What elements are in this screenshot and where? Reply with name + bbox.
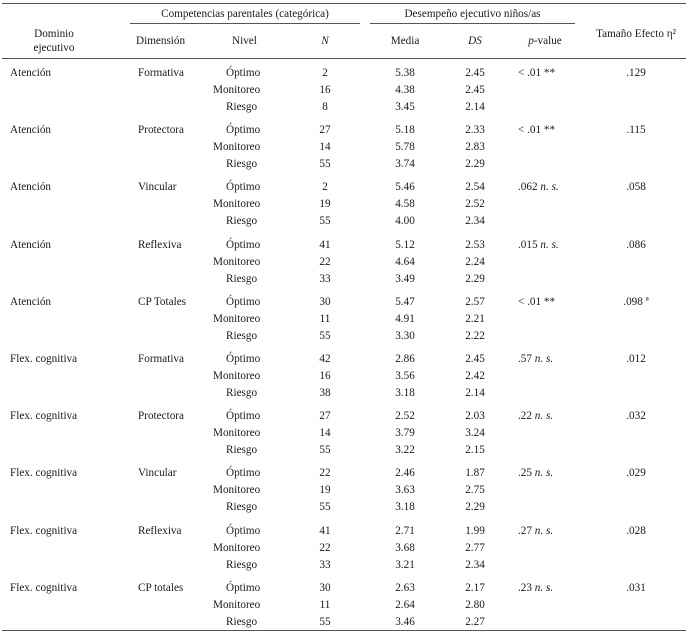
cell-n: 38 <box>319 387 331 399</box>
cell-efecto: .012 <box>626 353 646 365</box>
cell-dimension: Reflexiva <box>138 238 182 251</box>
cell-dimension: Protectora <box>138 124 184 137</box>
cell-dimension: CP totales <box>138 581 184 594</box>
cell-dominio: Flex. cognitiva <box>10 410 78 423</box>
cell-n: 22 <box>319 255 331 268</box>
cell-media: 5.46 <box>395 181 415 194</box>
header-media: Media <box>390 35 420 47</box>
cell-nivel: Riesgo <box>226 101 258 113</box>
table-row <box>0 598 689 615</box>
cell-dimension: Reflexiva <box>138 524 182 537</box>
cell-n: 55 <box>319 444 331 457</box>
cell-nivel: Óptimo <box>226 181 261 194</box>
cell-ds: 2.29 <box>465 272 485 285</box>
cell-ds: 2.52 <box>465 198 485 211</box>
cell-efecto: .098 ª <box>623 295 649 308</box>
table-row <box>0 140 689 157</box>
cell-nivel: Riesgo <box>226 501 258 514</box>
cell-n: 16 <box>319 84 331 96</box>
table-row <box>0 157 689 174</box>
cell-media: 3.21 <box>395 558 415 571</box>
header-group-competencias: Competencias parentales (categórica) <box>161 8 329 20</box>
cell-dominio: Flex. cognitiva <box>10 524 78 537</box>
table-row <box>0 541 689 558</box>
cell-nivel: Monitoreo <box>213 312 261 325</box>
cell-media: 4.38 <box>395 84 415 96</box>
table-row <box>0 312 689 329</box>
cell-nivel: Riesgo <box>226 558 258 571</box>
cell-media: 3.46 <box>395 615 415 628</box>
cell-nivel: Óptimo <box>226 524 261 537</box>
table-row <box>0 66 689 83</box>
group-underline-right <box>370 23 575 24</box>
cell-ds: 2.24 <box>465 255 485 268</box>
cell-nivel: Monitoreo <box>213 427 261 440</box>
cell-n: 30 <box>319 295 331 308</box>
cell-nivel: Óptimo <box>226 238 261 251</box>
cell-nivel: Monitoreo <box>213 198 261 211</box>
cell-media: 3.74 <box>395 158 415 171</box>
cell-pvalue: < .01 ** <box>518 295 556 308</box>
header-n: N <box>321 35 329 47</box>
cell-ds: 2.57 <box>465 295 485 308</box>
cell-dimension: Vincular <box>138 181 177 194</box>
cell-nivel: Riesgo <box>226 615 258 628</box>
cell-dominio: Atención <box>10 67 52 79</box>
cell-ds: 2.54 <box>465 181 485 194</box>
cell-n: 41 <box>319 238 331 251</box>
cell-media: 4.58 <box>395 198 415 211</box>
cell-pvalue: .062 n. s. <box>518 181 559 194</box>
cell-efecto: .031 <box>626 581 646 594</box>
cell-media: 3.63 <box>395 484 415 497</box>
cell-n: 55 <box>319 501 331 514</box>
cell-pvalue: .22 n. s. <box>518 410 554 423</box>
cell-n: 14 <box>319 141 331 154</box>
cell-dimension: Protectora <box>138 410 184 423</box>
cell-n: 55 <box>319 158 331 171</box>
table-row <box>0 466 689 483</box>
cell-media: 2.64 <box>395 598 415 611</box>
cell-n: 41 <box>319 524 331 537</box>
cell-media: 3.18 <box>395 387 415 399</box>
cell-n: 11 <box>319 312 331 325</box>
cell-nivel: Óptimo <box>226 581 261 594</box>
cell-n: 33 <box>319 558 331 571</box>
cell-dominio: Atención <box>10 124 52 137</box>
cell-ds: 2.34 <box>465 558 485 571</box>
cell-media: 5.12 <box>395 238 415 251</box>
cell-media: 4.64 <box>395 255 415 268</box>
cell-nivel: Riesgo <box>226 272 258 285</box>
cell-dominio: Atención <box>10 181 52 194</box>
cell-efecto: .058 <box>626 181 646 194</box>
table-row <box>0 386 689 403</box>
table-row <box>0 100 689 117</box>
cell-efecto: .115 <box>626 124 646 137</box>
cell-efecto: .029 <box>626 467 646 480</box>
cell-n: 42 <box>319 353 331 365</box>
cell-efecto: .086 <box>626 238 646 251</box>
cell-pvalue: .27 n. s. <box>518 524 554 537</box>
header-ds: DS <box>468 35 482 47</box>
table-row <box>0 214 689 231</box>
cell-media: 3.68 <box>395 541 415 554</box>
cell-dominio: Atención <box>10 295 52 308</box>
cell-nivel: Monitoreo <box>213 484 261 497</box>
header-dimension: Dimensión <box>136 35 186 47</box>
cell-nivel: Óptimo <box>226 467 261 480</box>
cell-dominio: Flex. cognitiva <box>10 581 78 594</box>
cell-ds: 2.17 <box>465 581 485 594</box>
cell-media: 3.18 <box>395 501 415 514</box>
table-row <box>0 558 689 575</box>
header-nivel: Nivel <box>232 35 257 47</box>
table-row <box>0 329 689 346</box>
table-row <box>0 483 689 500</box>
cell-ds: 2.34 <box>465 215 485 228</box>
cell-nivel: Óptimo <box>226 353 261 365</box>
cell-ds: 2.29 <box>465 158 485 171</box>
table-row <box>0 197 689 214</box>
table-row <box>0 180 689 197</box>
cell-ds: 3.24 <box>465 427 485 440</box>
header-tamano-efecto: Tamaño Efecto η² <box>596 28 676 40</box>
cell-media: 5.18 <box>395 124 415 137</box>
cell-ds: 2.45 <box>465 67 485 79</box>
cell-efecto: .129 <box>626 67 646 79</box>
cell-ds: 2.27 <box>465 615 485 628</box>
cell-media: 3.79 <box>395 427 415 440</box>
cell-ds: 1.87 <box>465 467 485 480</box>
cell-media: 2.52 <box>395 410 415 423</box>
cell-pvalue: .57 n. s. <box>518 353 554 365</box>
cell-nivel: Monitoreo <box>213 541 261 554</box>
cell-nivel: Óptimo <box>226 124 261 137</box>
cell-nivel: Óptimo <box>226 67 261 79</box>
table-row <box>0 524 689 541</box>
cell-media: 3.56 <box>395 370 415 382</box>
cell-nivel: Monitoreo <box>213 370 261 382</box>
cell-ds: 2.22 <box>465 329 485 342</box>
cell-n: 33 <box>319 272 331 285</box>
cell-efecto: .032 <box>626 410 646 423</box>
cell-pvalue: < .01 ** <box>518 124 556 137</box>
cell-media: 2.46 <box>395 467 415 480</box>
table-row <box>0 443 689 460</box>
table-row <box>0 295 689 312</box>
header-bottom-rule <box>2 58 686 59</box>
cell-ds: 2.45 <box>465 84 485 96</box>
cell-ds: 2.29 <box>465 501 485 514</box>
cell-n: 19 <box>319 198 331 211</box>
cell-n: 2 <box>322 181 328 194</box>
cell-efecto: .028 <box>626 524 646 537</box>
cell-ds: 2.15 <box>465 444 485 457</box>
cell-media: 2.71 <box>395 524 415 537</box>
cell-n: 27 <box>319 410 331 423</box>
header-pvalue: p-value <box>528 35 562 47</box>
table-row <box>0 500 689 517</box>
cell-nivel: Óptimo <box>226 410 261 423</box>
cell-ds: 2.83 <box>465 141 485 154</box>
cell-nivel: Riesgo <box>226 444 258 457</box>
cell-ds: 2.21 <box>465 312 485 325</box>
cell-n: 8 <box>322 101 328 113</box>
bottom-rule <box>2 630 686 631</box>
cell-dominio: Flex. cognitiva <box>10 467 78 480</box>
table-row <box>0 369 689 386</box>
table-row <box>0 238 689 255</box>
cell-nivel: Riesgo <box>226 329 258 342</box>
cell-n: 27 <box>319 124 331 137</box>
cell-media: 2.63 <box>395 581 415 594</box>
cell-media: 5.78 <box>395 141 415 154</box>
cell-n: 2 <box>322 67 328 79</box>
cell-nivel: Riesgo <box>226 215 258 228</box>
cell-ds: 2.14 <box>465 101 485 113</box>
table-row <box>0 272 689 289</box>
cell-media: 3.45 <box>395 101 415 113</box>
cell-n: 30 <box>319 581 331 594</box>
group-underline-left <box>130 23 360 24</box>
table-row <box>0 581 689 598</box>
cell-nivel: Riesgo <box>226 387 258 399</box>
cell-ds: 2.03 <box>465 410 485 423</box>
cell-pvalue: < .01 ** <box>518 67 556 79</box>
cell-dimension: Vincular <box>138 467 177 480</box>
cell-n: 11 <box>319 598 331 611</box>
cell-ds: 2.77 <box>465 541 485 554</box>
cell-n: 55 <box>319 329 331 342</box>
cell-pvalue: .23 n. s. <box>518 581 554 594</box>
cell-n: 19 <box>319 484 331 497</box>
table-row <box>0 83 689 100</box>
cell-nivel: Monitoreo <box>213 84 261 96</box>
cell-nivel: Monitoreo <box>213 598 261 611</box>
cell-n: 22 <box>319 541 331 554</box>
cell-ds: 2.42 <box>465 370 485 382</box>
table-row <box>0 409 689 426</box>
cell-nivel: Monitoreo <box>213 141 261 154</box>
cell-pvalue: .015 n. s. <box>518 238 559 251</box>
cell-media: 3.30 <box>395 329 415 342</box>
cell-dimension: Formativa <box>138 353 184 365</box>
header-dominio: Dominio ejecutivo <box>33 28 75 54</box>
cell-nivel: Óptimo <box>226 295 261 308</box>
top-rule <box>2 3 686 4</box>
cell-nivel: Riesgo <box>226 158 258 171</box>
cell-dominio: Flex. cognitiva <box>10 353 78 365</box>
cell-media: 4.00 <box>395 215 415 228</box>
cell-ds: 2.75 <box>465 484 485 497</box>
table-row <box>0 352 689 369</box>
cell-media: 5.47 <box>395 295 415 308</box>
table-row <box>0 123 689 140</box>
cell-n: 16 <box>319 370 331 382</box>
cell-n: 14 <box>319 427 331 440</box>
cell-nivel: Monitoreo <box>213 255 261 268</box>
header-group-desempeno: Desempeño ejecutivo niños/as <box>404 8 541 20</box>
cell-dominio: Atención <box>10 238 52 251</box>
cell-ds: 2.33 <box>465 124 485 137</box>
cell-n: 22 <box>319 467 331 480</box>
cell-dimension: CP Totales <box>138 295 187 308</box>
cell-ds: 1.99 <box>465 524 485 537</box>
cell-ds: 2.14 <box>465 387 485 399</box>
cell-ds: 2.53 <box>465 238 485 251</box>
cell-media: 3.49 <box>395 272 415 285</box>
cell-media: 3.22 <box>395 444 415 457</box>
table-row <box>0 255 689 272</box>
cell-dimension: Formativa <box>138 67 184 79</box>
cell-n: 55 <box>319 215 331 228</box>
cell-ds: 2.80 <box>465 598 485 611</box>
cell-media: 5.38 <box>395 67 415 79</box>
cell-n: 55 <box>319 615 331 628</box>
cell-ds: 2.45 <box>465 353 485 365</box>
cell-media: 4.91 <box>395 312 415 325</box>
cell-media: 2.86 <box>395 353 415 365</box>
cell-pvalue: .25 n. s. <box>518 467 554 480</box>
table-row <box>0 426 689 443</box>
